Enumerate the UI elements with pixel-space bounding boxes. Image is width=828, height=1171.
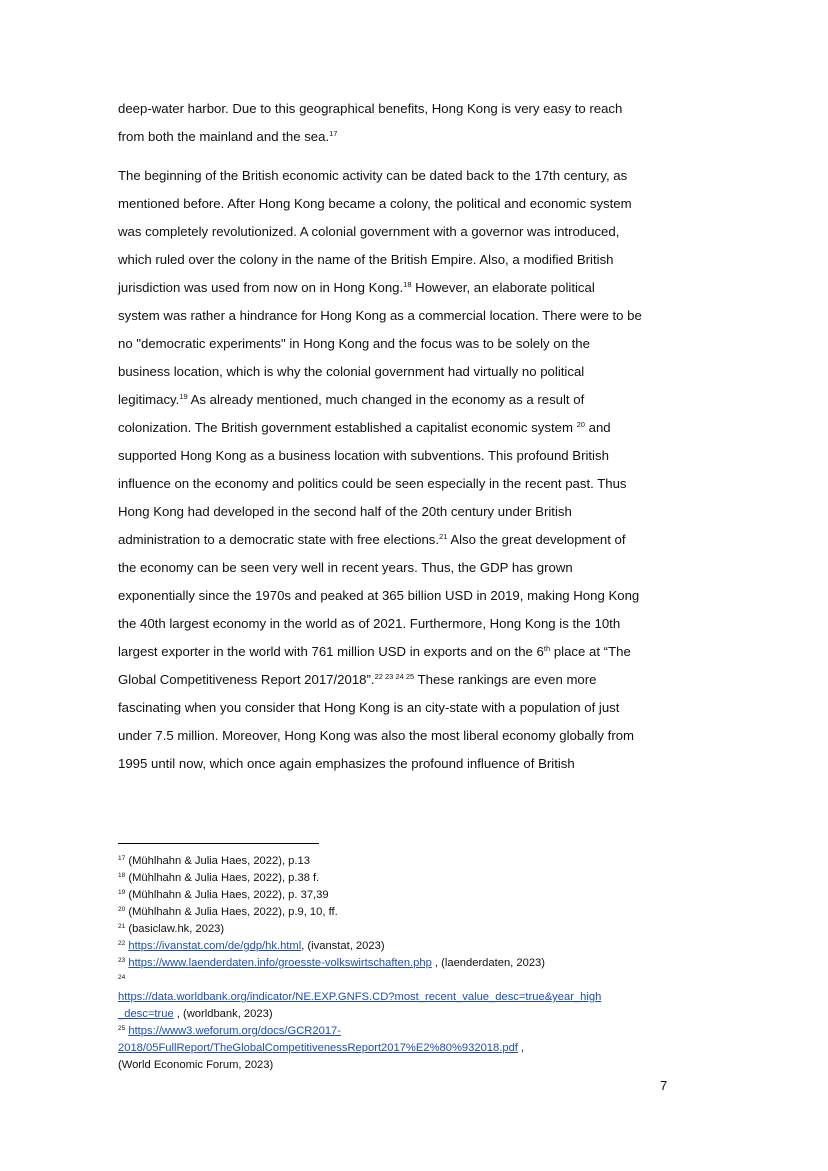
text-line: which ruled over the colony in the name of the British Empire. Also, a modified British <box>118 252 614 267</box>
text-line: The beginning of the British economic activity can be dated back to the 17th century, as <box>118 168 628 183</box>
footnote-separator <box>118 843 319 844</box>
footnote-19: $^{19}$ (Mühlhahn & Julia Haes, 2022), p. 37,39 <box>118 889 329 901</box>
footnote-21: $^{21}$ (basiclaw.hk, 2023) <box>118 923 225 935</box>
footnote-ref-21[interactable]: 21 <box>439 532 448 541</box>
text-line: jurisdiction was used from now on in Hong Kong.$^{18}$ However, an elaborate political <box>118 280 595 295</box>
footnote-20: $^{20}$ (Mühlhahn & Julia Haes, 2022), p.9, 10, ff. <box>118 906 338 918</box>
text-line: supported Hong Kong as a business location with subventions. This profound British <box>118 448 609 463</box>
text-line: exponentially since the 1970s and peaked at 365 billion USD in 2019, making Hong Kong <box>118 588 640 603</box>
footnote-ref-22-25[interactable]: 22 23 24 25 <box>374 672 415 681</box>
text-line: fascinating when you consider that Hong Kong is an city-state with a population of just <box>118 700 620 715</box>
footnote-ref-18[interactable]: 18 <box>403 280 412 289</box>
text-line: influence on the economy and politics could be seen especially in the recent past. Thus <box>118 476 627 491</box>
footnote-ref-20[interactable]: 20 <box>576 420 585 429</box>
footnotes <box>118 853 678 1074</box>
text-line: under 7.5 million. Moreover, Hong Kong was also the most liberal economy globally from <box>118 728 635 743</box>
text-line: Global Competitiveness Report 2017/2018”.$^{22 23 24 25}$ These rankings are even more <box>118 672 597 687</box>
footnote-ref-19[interactable]: 19 <box>179 392 188 401</box>
footnote-25-link-cont[interactable]: 2018/05FullReport/TheGlobalCompetitivenessReport2017%E2%80%932018.pdf <box>118 1042 518 1054</box>
footnote-24 <box>118 989 678 1006</box>
ordinal-suffix: th <box>543 644 551 653</box>
footnote-23: $^{23}$ https://www.laenderdaten.info/groesste-volkswirtschaften.php , (laenderdaten, 2023) <box>118 957 546 969</box>
page-number: 7 <box>660 1078 668 1093</box>
text-line: no "democratic experiments" in Hong Kong and the focus was to be solely on the <box>118 336 590 351</box>
footnote-ref-17[interactable]: 17 <box>329 129 338 138</box>
footnote-22-link[interactable]: https://ivanstat.com/de/gdp/hk.html <box>128 940 302 952</box>
text-line: mentioned before. After Hong Kong became a colony, the political and economic system <box>118 196 632 211</box>
text-line: business location, which is why the colonial government had virtually no political <box>118 364 585 379</box>
text-line: largest exporter in the world with 761 million USD in exports and on the 6th place at “The <box>118 644 631 659</box>
footnote-25-cont: 2018/05FullReport/TheGlobalCompetitivenessReport2017%E2%80%932018.pdf , <box>118 1042 525 1054</box>
body-text <box>118 95 678 778</box>
text-line: Hong Kong had developed in the second half of the 20th century under British <box>118 504 572 519</box>
text-line: was completely revolutionized. A colonial government with a governor was introduced, <box>118 224 620 239</box>
footnote-24-cont: _desc=true , (worldbank, 2023) <box>118 1008 273 1020</box>
text-line: legitimacy.$^{19}$ As already mentioned, much changed in the economy as a result of <box>118 392 585 407</box>
paragraph-1 <box>118 95 678 151</box>
footnote-22: $^{22}$ https://ivanstat.com/de/gdp/hk.html, (ivanstat, 2023) <box>118 940 385 952</box>
text-line: deep-water harbor. Due to this geographical benefits, Hong Kong is very easy to reach <box>118 101 623 116</box>
footnote-24-link[interactable]: https://data.worldbank.org/indicator/NE.EXP.GNFS.CD?most_recent_value_desc=true&year_high <box>118 991 602 1003</box>
footnote-25: $^{25}$ https://www3.weforum.org/docs/GCR2017- <box>118 1025 341 1037</box>
text-line: the 40th largest economy in the world as of 2021. Furthermore, Hong Kong is the 10th <box>118 616 621 631</box>
footnote-25-link[interactable]: https://www3.weforum.org/docs/GCR2017- <box>128 1025 341 1037</box>
footnote-25-source: (World Economic Forum, 2023) <box>118 1059 274 1071</box>
text-line: system was rather a hindrance for Hong Kong as a commercial location. There were to be <box>118 308 642 323</box>
text-line: from both the mainland and the sea.$^{17}$ <box>118 129 338 144</box>
text-line: colonization. The British government established a capitalist economic system $^{20}$ and <box>118 420 611 435</box>
footnote-17: $^{17}$ (Mühlhahn & Julia Haes, 2022), p.13 <box>118 855 310 867</box>
footnote-24-link-cont[interactable]: _desc=true <box>118 1008 174 1020</box>
text-line: 1995 until now, which once again emphasizes the profound influence of British <box>118 756 575 771</box>
text-line: administration to a democratic state with free elections.$^{21}$ Also the great development of <box>118 532 626 547</box>
footnote-23-link[interactable]: https://www.laenderdaten.info/groesste-volkswirtschaften.php <box>128 957 432 969</box>
footnote-18: $^{18}$ (Mühlhahn & Julia Haes, 2022), p.38 f. <box>118 872 320 884</box>
text-line: the economy can be seen very well in recent years. Thus, the GDP has grown <box>118 560 573 575</box>
paragraph-2 <box>118 162 678 778</box>
footnote-24-marker: 24 <box>118 974 126 981</box>
